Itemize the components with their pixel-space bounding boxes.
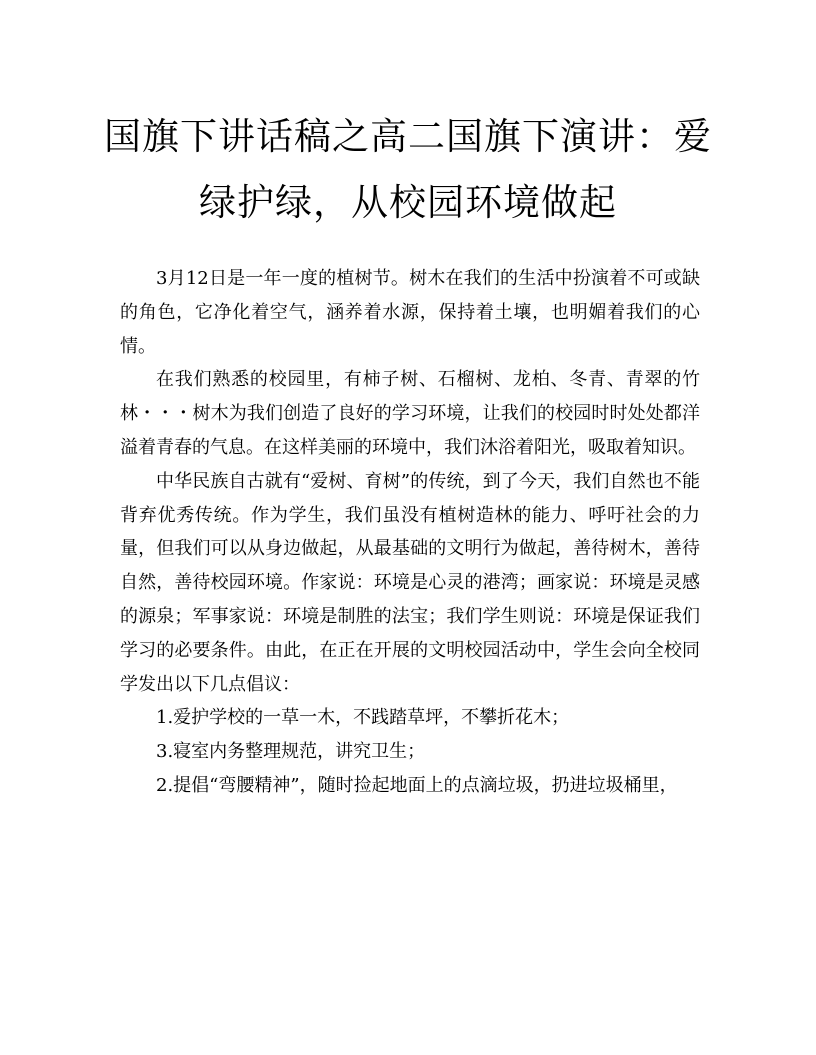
paragraph-tradition: 中华民族自古就有“爱树、育树”的传统，到了今天，我们自然也不能背弃优秀传统。作为学生，我们虽没有植树造林的能力、呼吁社会的力量，但我们可以从身边做起，从最基础的文明行为做起，善待树木，善待自然，善待校园环境。作家说：环境是心灵的港湾；画家说：环境是灵感的源泉；军事家说：环境是制胜的法宝；我们学生则说：环境是保证我们学习的必要条件。由此，在正在开展的文明校园活动中，学生会向全校同学发出以下几点倡议： bbox=[120, 470, 700, 695]
document-title: 国旗下讲话稿之高二国旗下演讲：爱绿护绿，从校园环境做起 bbox=[104, 115, 712, 224]
proposal-item-2: 2.提倡“弯腰精神”，随时捡起地面上的点滴垃圾，扔进垃圾桶里， bbox=[156, 774, 678, 796]
paragraph-arbor-day: 3月12日是一年一度的植树节。树木在我们的生活中扮演着不可或缺的角色，它净化着空气，涵养着水源，保持着土壤，也明媚着我们的心情。 bbox=[120, 268, 700, 357]
paragraph-campus-trees: 在我们熟悉的校园里，有柿子树、石榴树、龙柏、冬青、青翠的竹林・・・树木为我们创造了良好的学习环境，让我们的校园时时处处都洋溢着青春的气息。在这样美丽的环境中，我们沐浴着阳光，吸取着知识。 bbox=[120, 369, 700, 458]
proposal-item-3: 3.寝室内务整理规范，讲究卫生； bbox=[156, 741, 426, 763]
document-body bbox=[120, 262, 700, 803]
proposal-item-1: 1.爱护学校的一草一木，不践踏草坪，不攀折花木； bbox=[156, 707, 570, 729]
